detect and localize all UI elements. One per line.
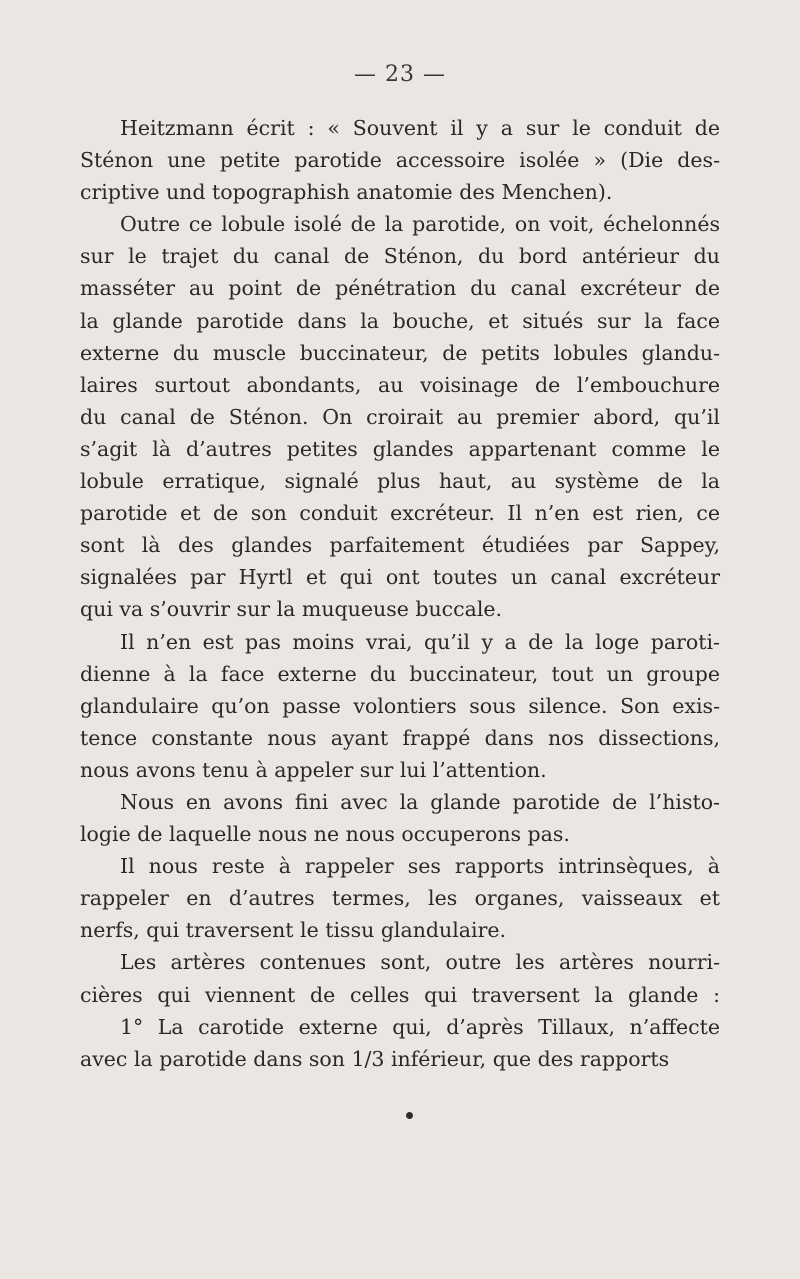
- text-line: criptive und topographish anatomie des Menchen).: [80, 180, 613, 205]
- text-line: sur le trajet du canal de Sténon, du bord antérieur du: [80, 244, 720, 269]
- text-line: Il nous reste à rappeler ses rapports intrinsèques, à: [120, 854, 720, 879]
- text-line: dienne à la face externe du buccinateur, tout un groupe: [80, 661, 720, 686]
- text-line: du canal de Sténon. On croirait au premier abord, qu’il: [80, 404, 720, 429]
- text-line: laires surtout abondants, au voisinage de l’embouchure: [80, 372, 720, 397]
- text-line: signalées par Hyrtl et qui ont toutes un canal excréteur: [80, 565, 720, 590]
- body-text: [80, 112, 720, 1075]
- text-line: parotide et de son conduit excréteur. Il n’en est rien, ce: [80, 501, 720, 526]
- text-line: qui va s’ouvrir sur la muqueuse buccale.: [80, 597, 503, 622]
- ink-spot: [406, 1112, 413, 1119]
- text-line: externe du muscle buccinateur, de petits lobules glandu-: [80, 340, 720, 365]
- text-line: Heitzmann écrit : « Souvent il y a sur le conduit de: [120, 116, 720, 140]
- text-line: masséter au point de pénétration du canal excréteur de: [80, 276, 720, 301]
- text-line: Outre ce lobule isolé de la parotide, on voit, échelonnés: [120, 212, 720, 237]
- text-line: Nous en avons fini avec la glande parotide de l’histo-: [120, 789, 720, 814]
- text-line: avec la parotide dans son 1/3 inférieur, que des rapports: [80, 1046, 670, 1071]
- text-line: lobule erratique, signalé plus haut, au système de la: [80, 469, 720, 494]
- text-line: Il n’en est pas moins vrai, qu’il y a de la loge paroti-: [120, 629, 720, 654]
- text-line: logie de laquelle nous ne nous occuperons pas.: [80, 822, 570, 847]
- text-line: glandulaire qu’on passe volontiers sous silence. Son exis-: [80, 693, 720, 718]
- text-line: rappeler en d’autres termes, les organes, vaisseaux et: [80, 886, 720, 911]
- text-line: cières qui viennent de celles qui traversent la glande :: [80, 982, 720, 1007]
- page-number: — 23 —: [354, 62, 446, 87]
- text-line: tence constante nous ayant frappé dans nos dissections,: [80, 725, 720, 750]
- text-line: 1° La carotide externe qui, d’après Tillaux, n’affecte: [120, 1014, 720, 1039]
- text-line: s’agit là d’autres petites glandes appartenant comme le: [80, 436, 720, 461]
- text-line: Sténon une petite parotide accessoire isolée » (Die des-: [80, 148, 720, 173]
- text-line: nerfs, qui traversent le tissu glandulaire.: [80, 918, 507, 943]
- text-line: sont là des glandes parfaitement étudiées par Sappey,: [80, 533, 720, 558]
- text-line: la glande parotide dans la bouche, et situés sur la face: [80, 308, 720, 333]
- text-line: nous avons tenu à appeler sur lui l’attention.: [80, 757, 547, 782]
- text-line: Les artères contenues sont, outre les artères nourri-: [120, 950, 720, 975]
